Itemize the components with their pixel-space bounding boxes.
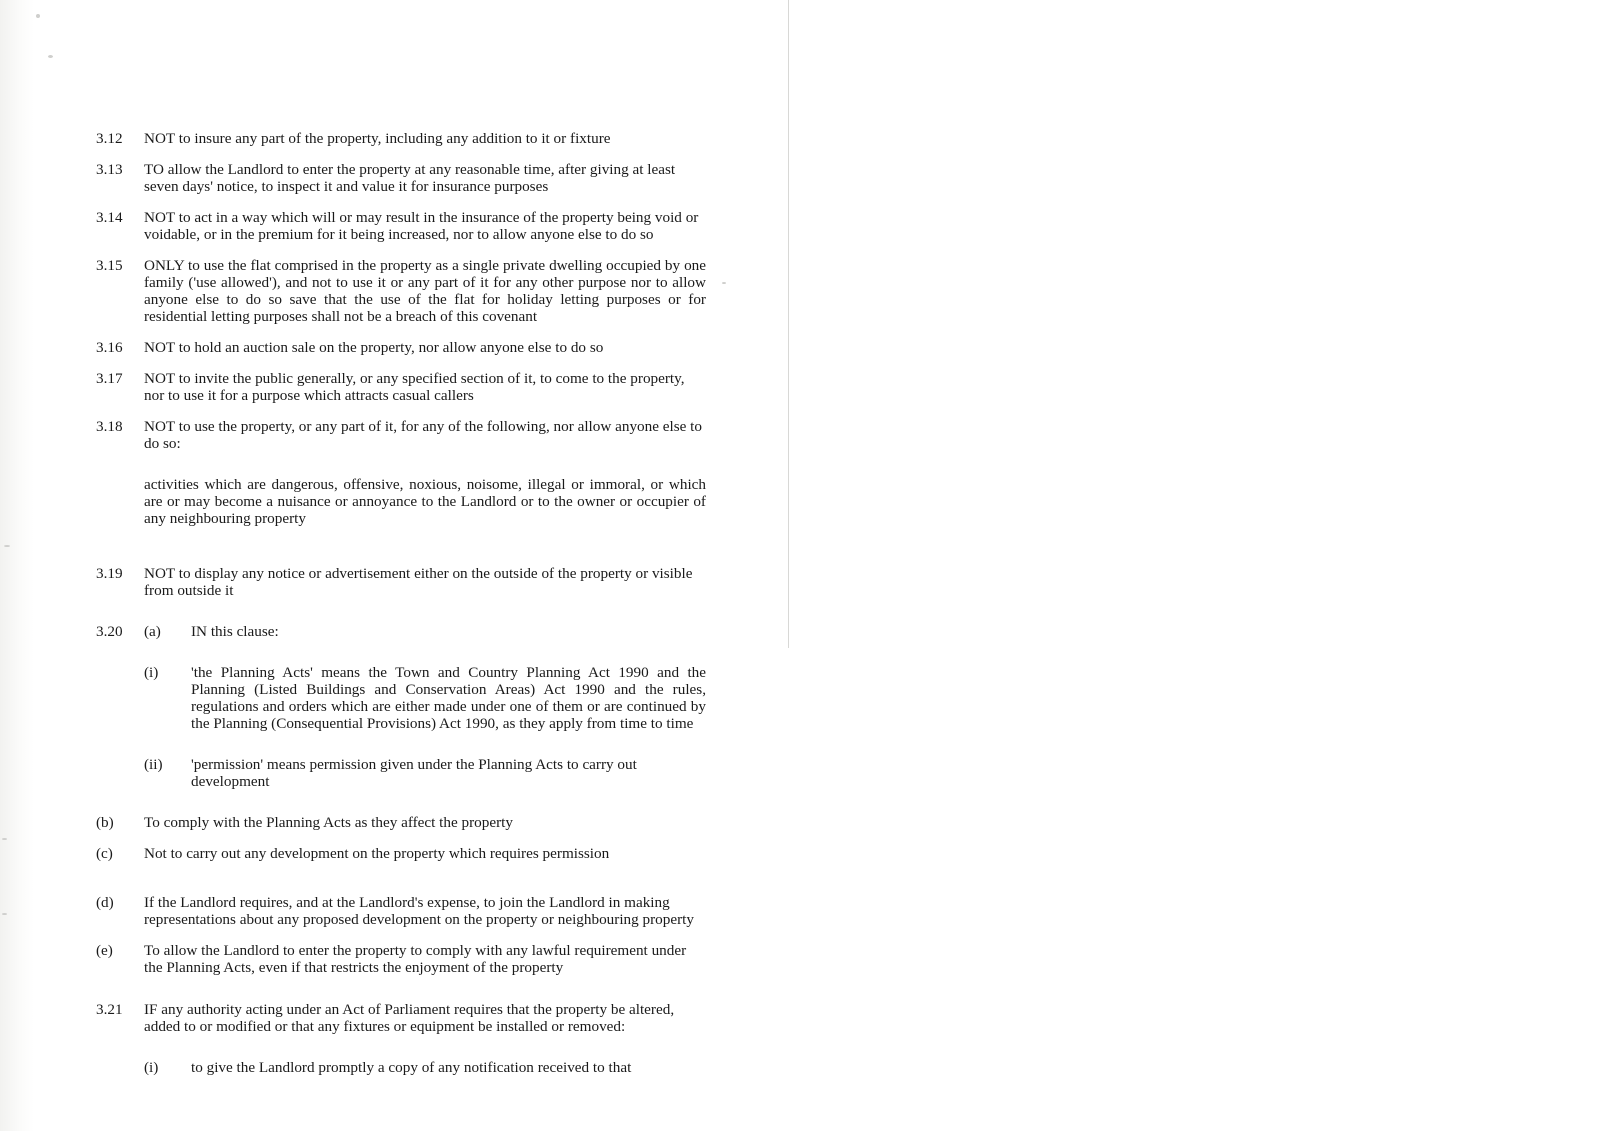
spacer	[96, 541, 706, 565]
clause-3-14	[96, 209, 706, 243]
clause-3-20-d	[96, 894, 706, 928]
clause-number: 3.18	[96, 418, 123, 436]
spacer	[96, 613, 706, 623]
roman-marker: (i)	[144, 1058, 159, 1076]
spacer	[96, 876, 706, 894]
scan-speck	[48, 55, 53, 58]
clause-letter: (c)	[96, 845, 113, 863]
scan-speck	[4, 545, 10, 547]
scan-speck	[2, 838, 7, 840]
clause-3-16	[96, 339, 706, 356]
roman-marker: (ii)	[144, 756, 163, 774]
scan-speck	[722, 282, 726, 284]
spacer	[96, 1049, 706, 1059]
scan-fold-line	[788, 0, 789, 648]
clause-text: If the Landlord requires, and at the Landlord's expense, to join the Landlord in making representations about any proposed development on the property or neighbouring property	[144, 894, 694, 929]
clause-3-13	[96, 161, 706, 195]
clause-3-17	[96, 370, 706, 404]
clause-number: 3.19	[96, 565, 123, 583]
clause-text: ONLY to use the flat comprised in the property as a single private dwelling occupied by one family ('use allowed'), and not to use it or any part of it for any other purpose nor to allow anyone else to do so save that the use of the flat for holiday letting purposes or for residential letting purposes shall not be a breach of this covenant	[144, 257, 706, 326]
clause-text: NOT to hold an auction sale on the property, nor allow anyone else to do so	[144, 339, 604, 357]
spacer	[96, 746, 706, 756]
clause-3-20	[96, 623, 706, 640]
clause-3-15	[96, 257, 706, 325]
spacer	[96, 466, 706, 476]
clause-3-12	[96, 130, 706, 147]
scan-edge-artifact	[0, 0, 34, 1131]
clause-3-20-c	[96, 845, 706, 862]
clause-text: To allow the Landlord to enter the property to comply with any lawful requirement under the Planning Acts, even if that restricts the enjoyment of the property	[144, 942, 687, 977]
clause-number: 3.13	[96, 161, 123, 179]
clause-3-21	[96, 1001, 706, 1035]
clause-number: 3.15	[96, 257, 123, 275]
clause-3-18	[96, 418, 706, 452]
document-body	[96, 130, 706, 1090]
clause-text: NOT to invite the public generally, or any specified section of it, to come to the property, nor to use it for a purpose which attracts casual callers	[144, 370, 685, 405]
roman-text: 'the Planning Acts' means the Town and Country Planning Act 1990 and the Planning (Listed Buildings and Conservation Areas) Act 1990 and the rules, regulations and orders which are either made under one of them or are continued by the Planning (Consequential Provisions) Act 1990, as they apply from time to time	[191, 664, 706, 733]
scan-speck	[2, 913, 7, 915]
spacer	[96, 654, 706, 664]
clause-3-20-a-i	[144, 664, 706, 732]
clause-number: 3.21	[96, 1000, 123, 1018]
clause-3-20-b	[96, 814, 706, 831]
clause-3-18-sub-paragraph: activities which are dangerous, offensive, noxious, noisome, illegal or immoral, or which are or may become a nuisance or annoyance to the Landlord or to the owner or occupier of any neighbouring property	[144, 476, 706, 528]
clause-3-20-a-ii	[144, 756, 706, 790]
spacer	[96, 991, 706, 1001]
clause-letter: (d)	[96, 894, 114, 912]
clause-number: 3.17	[96, 370, 123, 388]
clause-letter: (b)	[96, 814, 114, 832]
clause-number: 3.16	[96, 339, 123, 357]
scan-speck	[36, 14, 40, 18]
roman-marker: (i)	[144, 664, 159, 682]
clause-text: Not to carry out any development on the property which requires permission	[144, 845, 610, 863]
clause-letter-a: (a)	[144, 623, 161, 641]
clause-text: NOT to insure any part of the property, including any addition to it or fixture	[144, 130, 611, 147]
clause-number: 3.12	[96, 130, 123, 147]
clause-3-21-i	[144, 1059, 706, 1076]
roman-text: to give the Landlord promptly a copy of any notification received to that	[191, 1058, 632, 1076]
clause-text: IN this clause:	[191, 623, 279, 641]
clause-text: NOT to act in a way which will or may result in the insurance of the property being void or voidable, or in the premium for it being increased, nor to allow anyone else to do so	[144, 209, 699, 244]
clause-3-20-e	[96, 942, 706, 976]
clause-number: 3.14	[96, 209, 123, 227]
clause-text: NOT to display any notice or advertisement either on the outside of the property or visible from outside it	[144, 565, 693, 600]
clause-text: To comply with the Planning Acts as they affect the property	[144, 814, 513, 832]
clause-3-19	[96, 565, 706, 599]
clause-number: 3.20	[96, 623, 123, 641]
clause-letter: (e)	[96, 942, 113, 960]
roman-text: 'permission' means permission given under the Planning Acts to carry out development	[191, 756, 637, 791]
clause-text: IF any authority acting under an Act of Parliament requires that the property be altered, added to or modified or that any fixtures or equipment be installed or removed:	[144, 1000, 675, 1035]
clause-text: NOT to use the property, or any part of it, for any of the following, nor allow anyone else to do so:	[144, 418, 702, 453]
spacer	[96, 804, 706, 814]
clause-text: TO allow the Landlord to enter the property at any reasonable time, after giving at least seven days' notice, to inspect it and value it for insurance purposes	[144, 161, 676, 196]
